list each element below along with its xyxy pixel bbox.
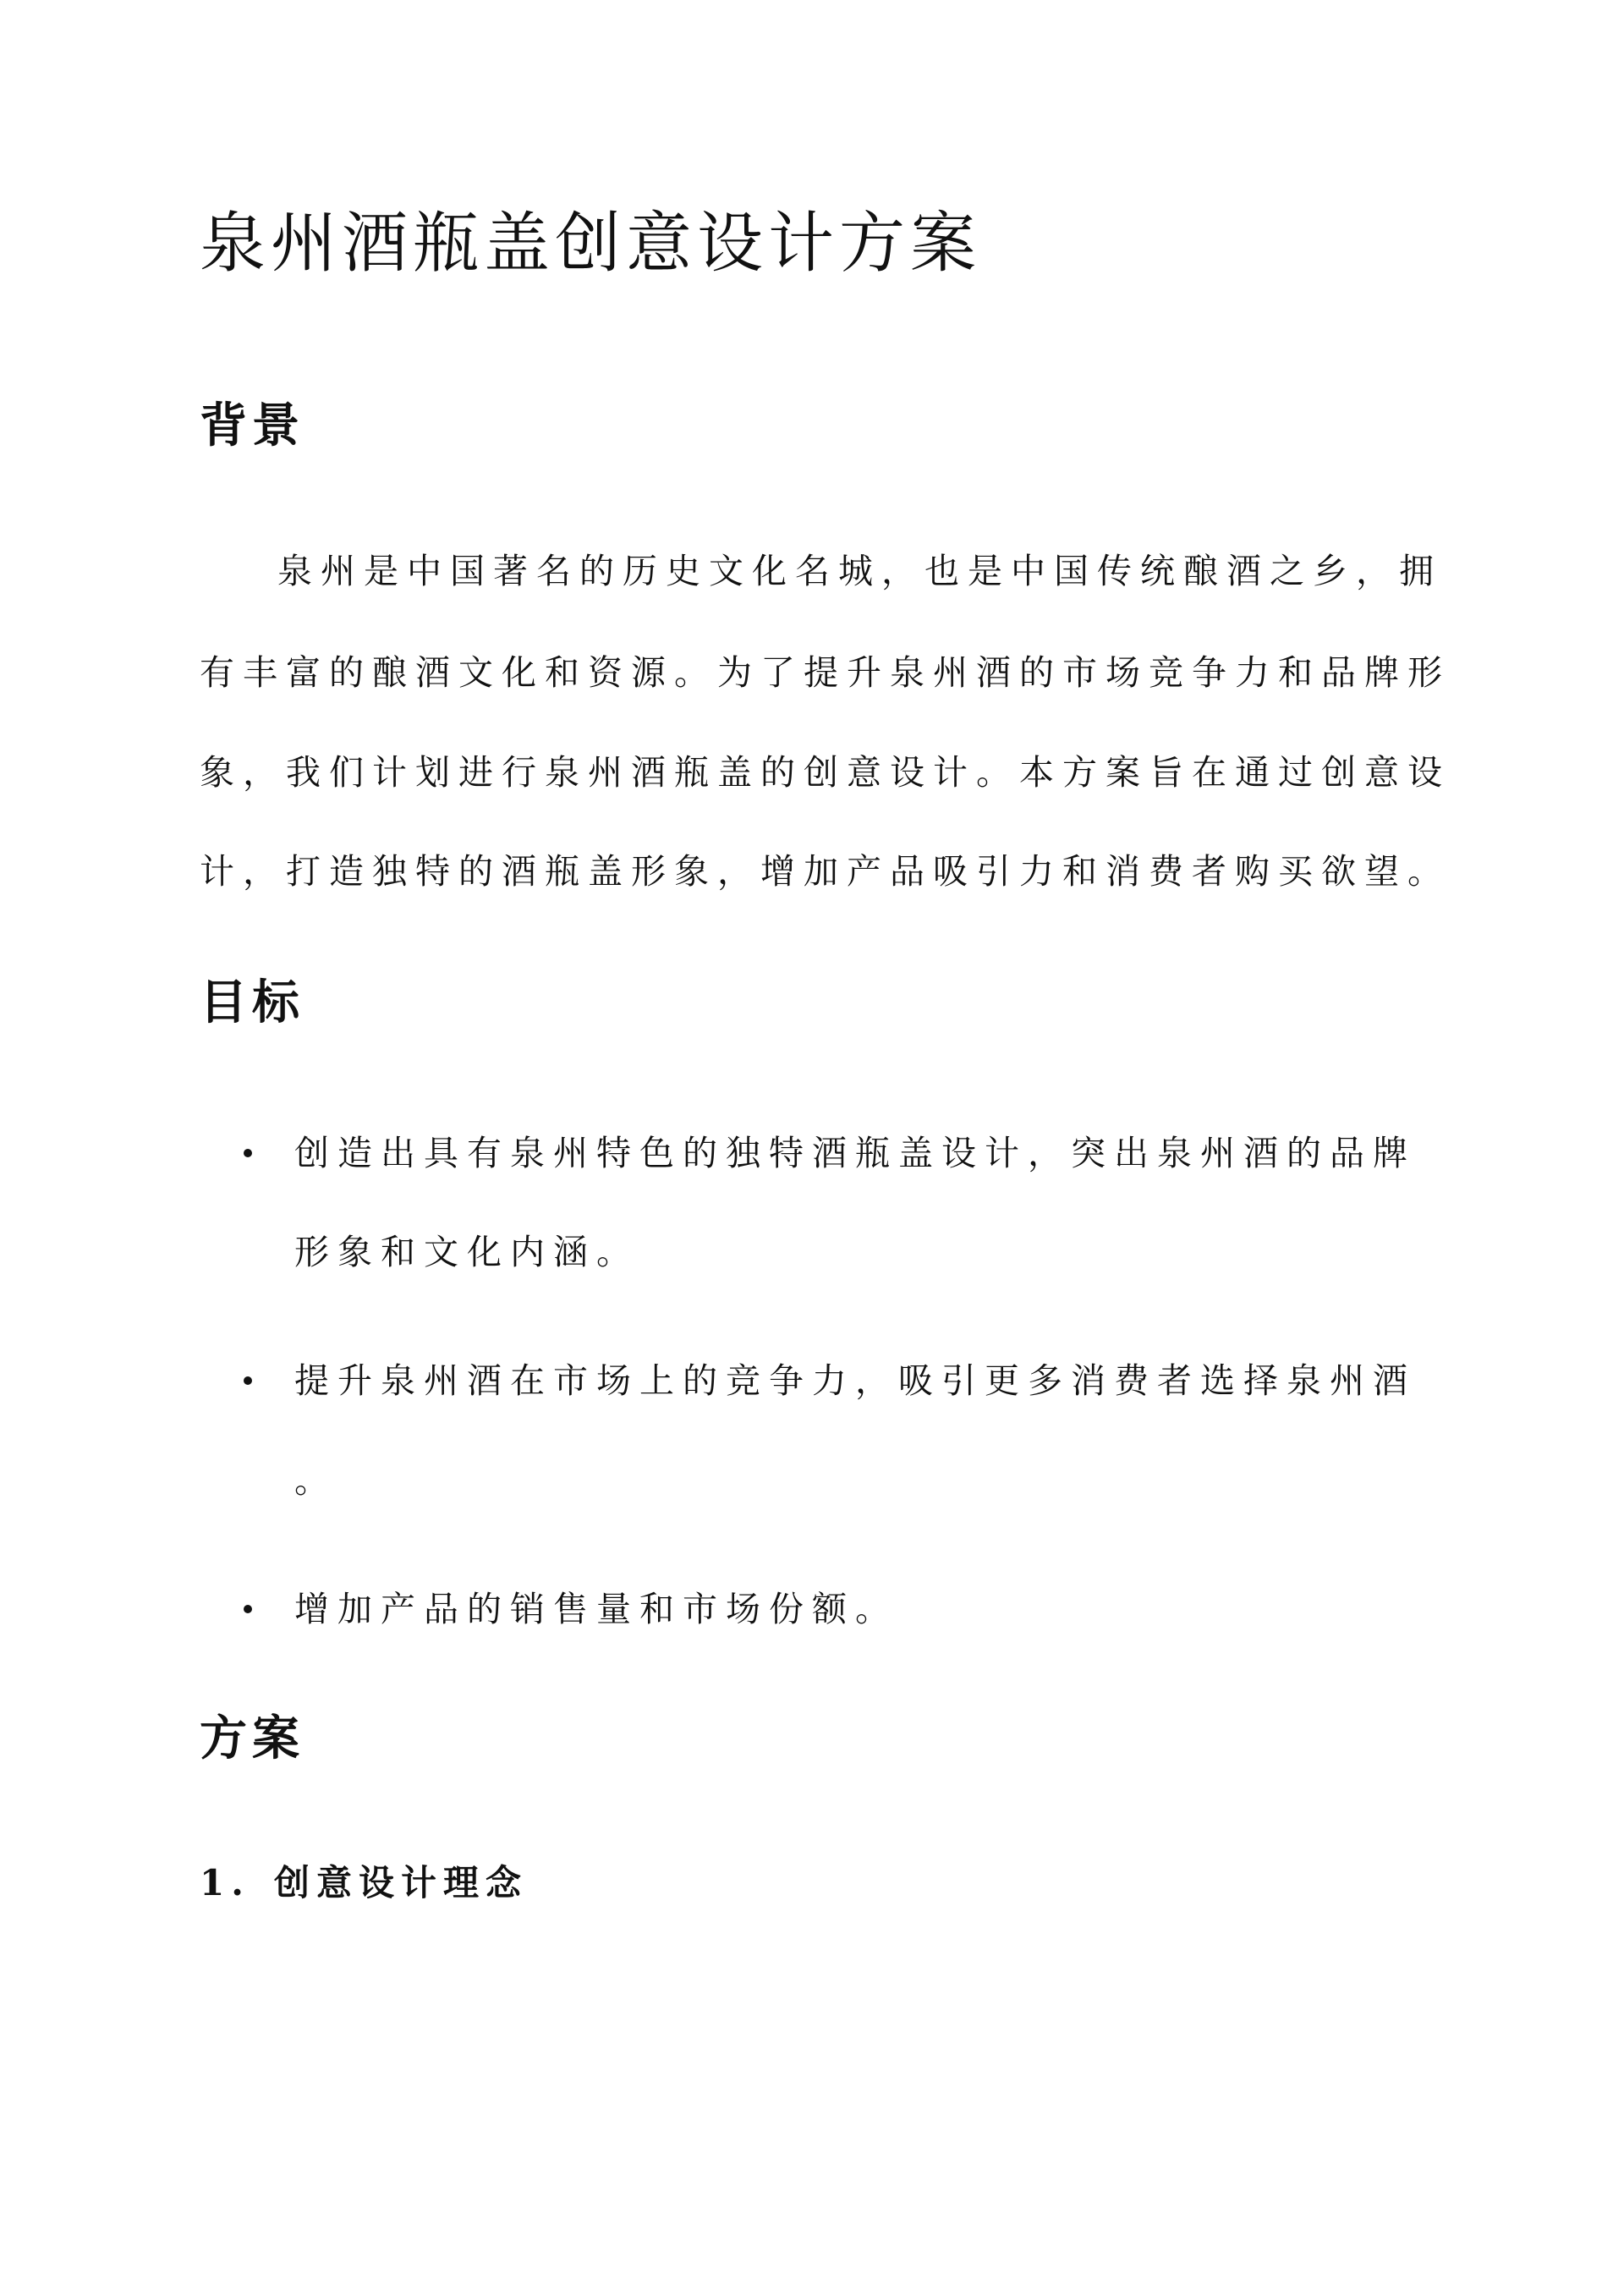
background-paragraph-line: 计，打造独特的酒瓶盖形象，增加产品吸引力和消费者购买欲望。	[200, 851, 1451, 892]
section-heading-plan: 方案	[200, 1711, 304, 1766]
background-paragraph-line: 泉州是中国著名的历史文化名城，也是中国传统酿酒之乡，拥	[277, 551, 1442, 591]
subsection-number: 1.	[200, 1862, 250, 1903]
background-paragraph-line: 有丰富的酿酒文化和资源。为了提升泉州酒的市场竞争力和品牌形	[200, 652, 1451, 693]
goal-item-line: 形象和文化内涵。	[294, 1232, 639, 1272]
goal-item-line: 提升泉州酒在市场上的竞争力，吸引更多消费者选择泉州酒	[294, 1360, 1416, 1401]
subsection-heading	[200, 1858, 528, 1909]
background-paragraph-line: 象，我们计划进行泉州酒瓶盖的创意设计。本方案旨在通过创意设	[200, 752, 1451, 793]
goal-item-line: 创造出具有泉州特色的独特酒瓶盖设计，突出泉州酒的品牌	[294, 1133, 1416, 1173]
bullet-dot	[244, 1149, 252, 1157]
goal-item-line: 增加产品的销售量和市场份额。	[294, 1589, 898, 1629]
section-heading-goals: 目标	[200, 975, 304, 1030]
subsection-title: 创意设计理念	[274, 1862, 529, 1903]
bullet-dot	[244, 1605, 252, 1613]
section-heading-background: 背景	[200, 398, 304, 453]
document-title: 泉州酒瓶盖创意设计方案	[200, 206, 982, 282]
goal-item-line: 。	[294, 1460, 337, 1501]
bullet-dot	[244, 1376, 252, 1385]
